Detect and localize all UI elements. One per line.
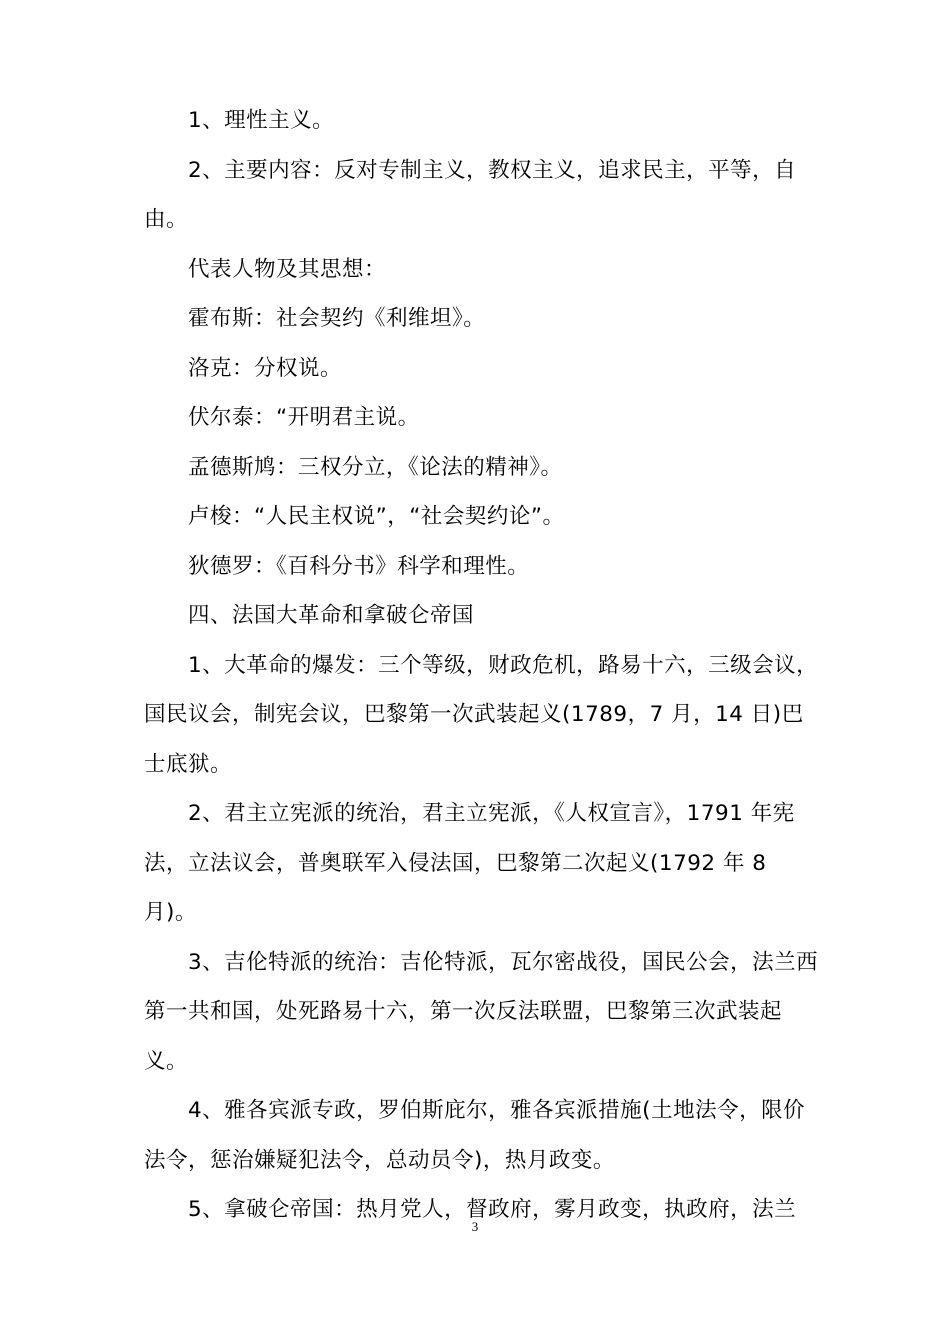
paragraph-rationalism: 1、理性主义。	[188, 108, 335, 133]
paragraph-jacobins: 4、雅各宾派专政，罗伯斯庇尔，雅各宾派措施(土地法令，限价法令，惩治嫌疑犯法令，总动员令)，热月政变。	[144, 1098, 806, 1173]
paragraph-montesquieu: 孟德斯鸠：三权分立，《论法的精神》。	[188, 454, 563, 480]
paragraph-diderot: 狄德罗：《百科分书》科学和理性。	[188, 553, 530, 579]
paragraph-hobbes: 霍布斯：社会契约《利维坦》。	[188, 306, 486, 331]
paragraph-napoleonic-empire: 5、拿破仑帝国：热月党人，督政府，雾月政变，执政府，法兰	[188, 1197, 797, 1222]
page-number: 3	[471, 1219, 479, 1234]
paragraph-representatives-heading: 代表人物及其思想：	[188, 256, 387, 282]
document-body	[144, 96, 824, 1235]
section-heading-french-revolution: 四、法国大革命和拿破仑帝国	[188, 603, 475, 628]
paragraph-main-content: 2、主要内容：反对专制主义，教权主义，追求民主，平等，自由。	[144, 157, 797, 232]
paragraph-girondins: 3、吉伦特派的统治：吉伦特派，瓦尔密战役，国民公会，法兰西第一共和国，处死路易十六，第一次反法联盟，巴黎第三次武装起义。	[144, 949, 819, 1074]
paragraph-constitutional-monarchists: 2、君主立宪派的统治，君主立宪派，《人权宣言》，1791 年宪法，立法议会，普奥联军入侵法国，巴黎第二次起义(1792 年 8 月)。	[144, 801, 795, 925]
paragraph-voltaire: 伏尔泰：“开明君主说。	[188, 405, 420, 430]
paragraph-locke: 洛克：分权说。	[188, 355, 343, 381]
paragraph-rousseau: 卢梭：“人民主权说”，“社会契约论”。	[188, 504, 565, 529]
paragraph-revolution-outbreak: 1、大革命的爆发：三个等级，财政危机，路易十六，三级会议，国民议会，制宪会议，巴黎第一次武装起义(1789，7 月，14 日)巴士底狱。	[144, 652, 819, 777]
